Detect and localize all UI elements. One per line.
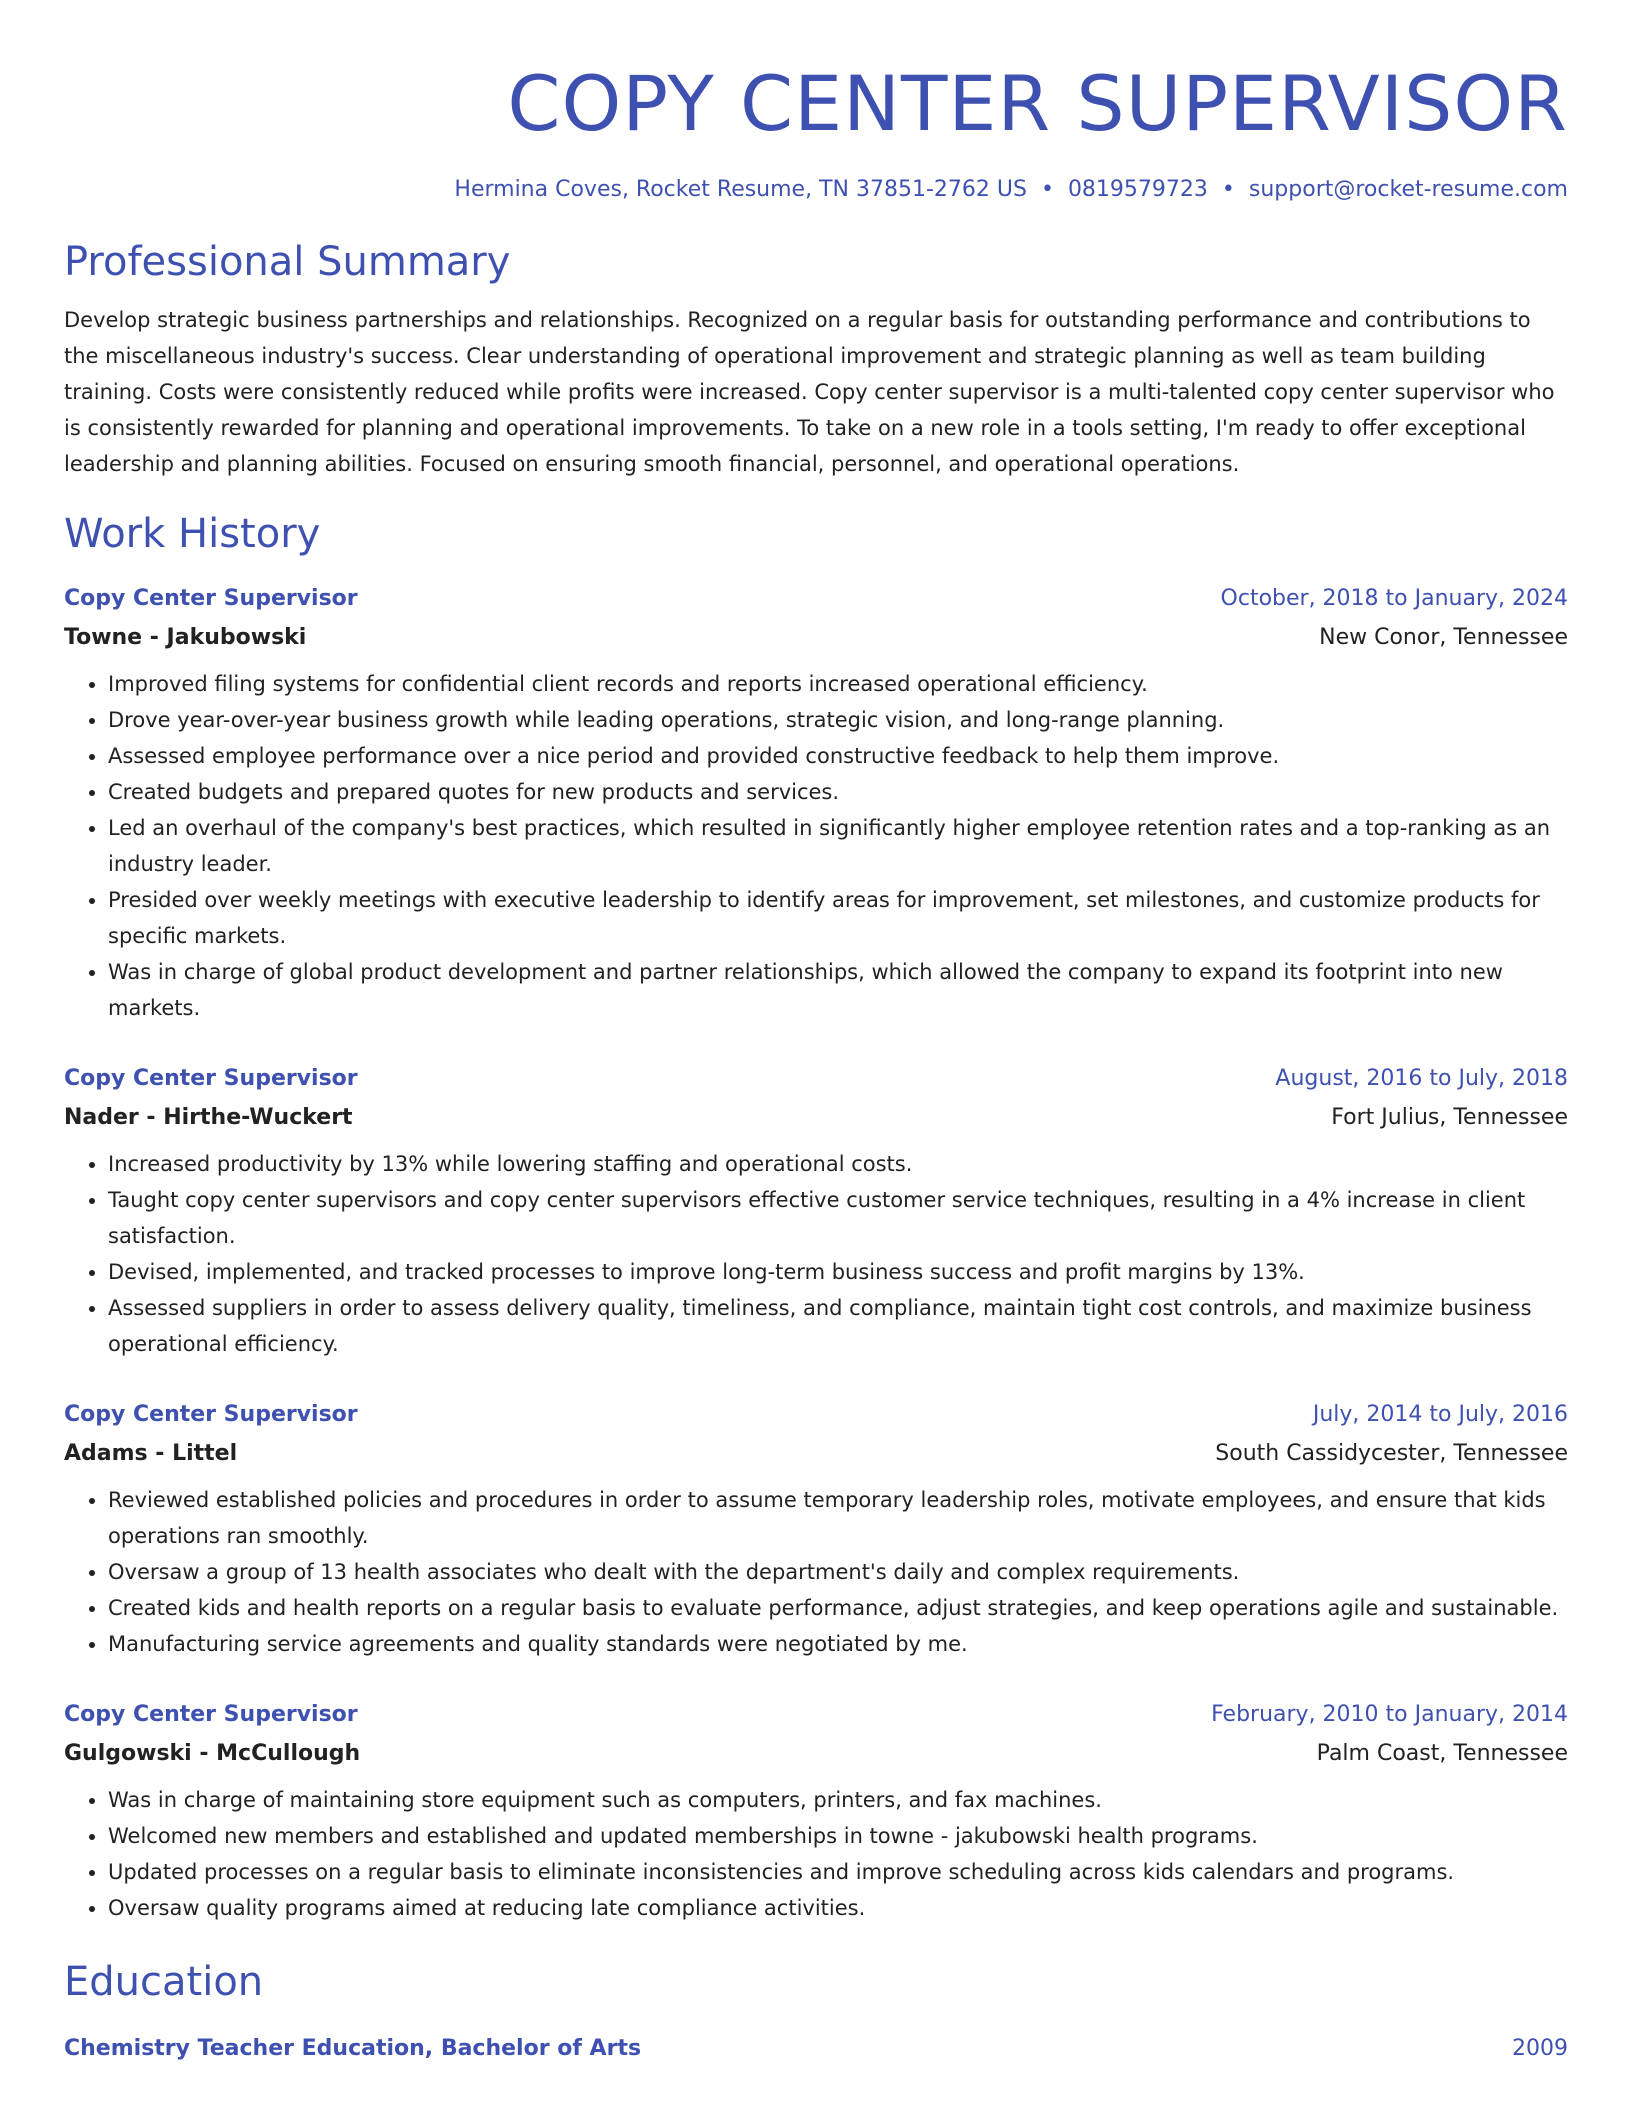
job-bullet-list xyxy=(64,666,1568,1026)
job-title-row xyxy=(64,1696,1568,1734)
job-dates: October, 2018 to January, 2024 xyxy=(1220,586,1568,611)
contact-line xyxy=(64,174,1568,206)
contact-separator: • xyxy=(1221,177,1235,202)
job-company: Towne - Jakubowski xyxy=(64,625,307,650)
job-bullet: • Increased productivity by 13% while lowering staffing and operational costs. xyxy=(108,1146,1568,1182)
job-location: South Cassidycester, Tennessee xyxy=(1215,1441,1568,1466)
job-title-row xyxy=(64,1060,1568,1098)
resume-page xyxy=(64,56,1568,2068)
job-bullet: • Devised, implemented, and tracked processes to improve long-term business success and profit margins by 13%. xyxy=(108,1254,1568,1290)
contact-address: Hermina Coves, Rocket Resume, TN 37851-2762 US xyxy=(454,177,1027,202)
job-dates: July, 2014 to July, 2016 xyxy=(1312,1402,1568,1427)
job-bullet: • Drove year-over-year business growth while leading operations, strategic vision, and long-range planning. xyxy=(108,702,1568,738)
job-title: Copy Center Supervisor xyxy=(64,586,358,611)
job-entry xyxy=(64,1396,1568,1662)
job-dates: August, 2016 to July, 2018 xyxy=(1275,1066,1568,1091)
job-bullet: • Created budgets and prepared quotes for new products and services. xyxy=(108,774,1568,810)
job-company-row xyxy=(64,1734,1568,1774)
job-bullet: • Created kids and health reports on a regular basis to evaluate performance, adjust strategies, and keep operations agile and sustainable. xyxy=(108,1590,1568,1626)
job-bullet: • Presided over weekly meetings with executive leadership to identify areas for improvement, set milestones, and customize products for specific markets. xyxy=(108,882,1568,954)
job-bullet: • Was in charge of maintaining store equipment such as computers, printers, and fax machines. xyxy=(108,1782,1568,1818)
job-bullet: • Welcomed new members and established and updated memberships in towne - jakubowski health programs. xyxy=(108,1818,1568,1854)
job-dates: February, 2010 to January, 2014 xyxy=(1211,1702,1568,1727)
job-title: Copy Center Supervisor xyxy=(64,1702,358,1727)
education-year: 2009 xyxy=(1512,2036,1568,2061)
contact-email: support@rocket-resume.com xyxy=(1248,177,1568,202)
job-company: Adams - Littel xyxy=(64,1441,238,1466)
job-entry xyxy=(64,1060,1568,1362)
job-title-row xyxy=(64,1396,1568,1434)
job-location: Fort Julius, Tennessee xyxy=(1331,1105,1568,1130)
job-bullet: • Led an overhaul of the company's best practices, which resulted in significantly higher employee retention rates and a top-ranking as an industry leader. xyxy=(108,810,1568,882)
job-company-row xyxy=(64,1434,1568,1474)
job-bullet: • Oversaw quality programs aimed at reducing late compliance activities. xyxy=(108,1890,1568,1926)
summary-heading: Professional Summary xyxy=(64,239,511,285)
job-location: New Conor, Tennessee xyxy=(1319,625,1568,650)
job-company: Gulgowski - McCullough xyxy=(64,1741,361,1766)
job-entry xyxy=(64,1696,1568,1926)
job-bullet-list xyxy=(64,1146,1568,1362)
job-title: Copy Center Supervisor xyxy=(64,1066,358,1091)
job-bullet: • Taught copy center supervisors and copy center supervisors effective customer service techniques, resulting in a 4% increase in client satisfaction. xyxy=(108,1182,1568,1254)
job-company: Nader - Hirthe-Wuckert xyxy=(64,1105,353,1130)
job-bullet-list xyxy=(64,1482,1568,1662)
job-title-row xyxy=(64,580,1568,618)
job-title: Copy Center Supervisor xyxy=(64,1402,358,1427)
education-heading: Education xyxy=(64,1959,264,2005)
job-bullet: • Updated processes on a regular basis to eliminate inconsistencies and improve scheduling across kids calendars and programs. xyxy=(108,1854,1568,1890)
resume-name: COPY CENTER SUPERVISOR xyxy=(507,59,1568,148)
job-location: Palm Coast, Tennessee xyxy=(1316,1741,1568,1766)
job-bullet: • Oversaw a group of 13 health associates who dealt with the department's daily and complex requirements. xyxy=(108,1554,1568,1590)
contact-separator: • xyxy=(1040,177,1054,202)
job-bullet: • Assessed employee performance over a nice period and provided constructive feedback to help them improve. xyxy=(108,738,1568,774)
work-history-heading: Work History xyxy=(64,511,321,557)
job-bullet-list xyxy=(64,1782,1568,1926)
summary-text: Develop strategic business partnerships and relationships. Recognized on a regular basis for outstanding performance and contributions to the miscellaneous industry's success. Clear understanding of operational improvement and strategic planning as well as team building training. Costs were consistently reduced while profits were increased. Copy center supervisor is a multi-talented copy center supervisor who is consistently rewarded for planning and operational improvements. To take on a new role in a tools setting, I'm ready to offer exceptional leadership and planning abilities. Focused on ensuring smooth financial, personnel, and operational operations. xyxy=(64,308,1555,476)
education-degree: Chemistry Teacher Education, Bachelor of Arts xyxy=(64,2036,642,2061)
job-list xyxy=(64,580,1568,1926)
job-bullet: • Manufacturing service agreements and quality standards were negotiated by me. xyxy=(108,1626,1568,1662)
job-company-row xyxy=(64,1098,1568,1138)
job-company-row xyxy=(64,618,1568,658)
job-bullet: • Assessed suppliers in order to assess delivery quality, timeliness, and compliance, maintain tight cost controls, and maximize business operational efficiency. xyxy=(108,1290,1568,1362)
job-bullet: • Reviewed established policies and procedures in order to assume temporary leadership roles, motivate employees, and ensure that kids operations ran smoothly. xyxy=(108,1482,1568,1554)
job-entry xyxy=(64,580,1568,1026)
job-bullet: • Improved filing systems for confidential client records and reports increased operational efficiency. xyxy=(108,666,1568,702)
contact-phone: 0819579723 xyxy=(1067,177,1208,202)
job-bullet: • Was in charge of global product development and partner relationships, which allowed the company to expand its footprint into new markets. xyxy=(108,954,1568,1026)
education-entry xyxy=(64,2030,1568,2068)
